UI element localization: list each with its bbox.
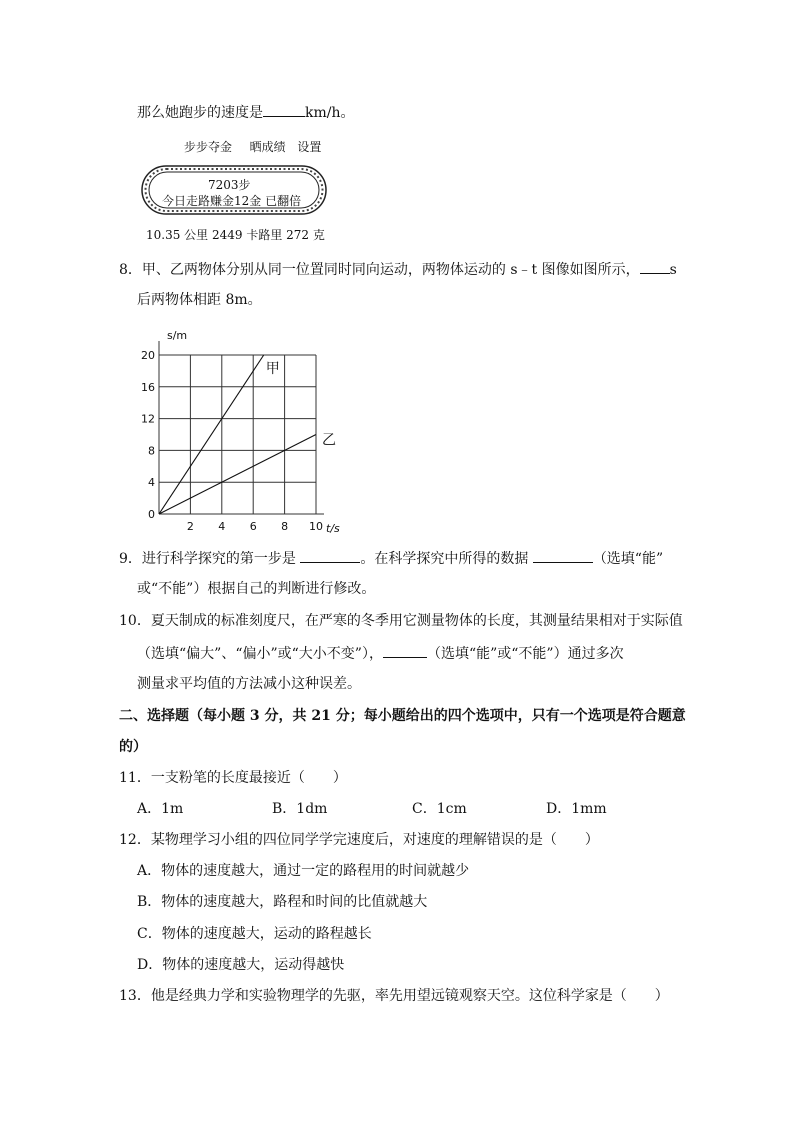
q12-option-b[interactable]: B．物体的速度越大，路程和时间的比值就越大 xyxy=(137,894,428,910)
q8-line2: 后两物体相距 8m。 xyxy=(137,292,262,308)
q9-blank-2[interactable] xyxy=(533,549,593,563)
app-steps: 7203步 xyxy=(208,178,251,192)
y-tick-label: 4 xyxy=(148,476,155,490)
q9-blank-1[interactable] xyxy=(300,549,360,563)
app-menu xyxy=(184,138,321,155)
x-tick-label: 4 xyxy=(218,520,226,533)
q12-option-d[interactable]: D．物体的速度越大，运动得越快 xyxy=(137,957,345,973)
q8-text: 8．甲、乙两物体分别从同一位置同时同向运动，两物体运动的 s﹣t 图像如图所示， xyxy=(119,262,640,278)
step-app-figure xyxy=(140,138,330,248)
y-tick-label: 0 xyxy=(148,508,155,521)
q8-unit: s xyxy=(669,262,677,278)
q10-text-b: （选填“能”或“不能”）通过多次 xyxy=(426,646,624,662)
section2-heading-line2: 的） xyxy=(119,739,147,755)
q9-line1 xyxy=(119,549,663,568)
q10-blank[interactable] xyxy=(383,644,427,658)
y-tick-label: 16 xyxy=(141,380,155,394)
x-tick-label: 6 xyxy=(249,520,257,533)
q13-stem: 13．他是经典力学和实验物理学的先驱，率先用望远镜观察天空。这位科学家是（ ） xyxy=(119,988,669,1004)
y-tick-label: 20 xyxy=(141,349,155,362)
x-tick-label: 10 xyxy=(309,520,323,533)
q10-line2 xyxy=(137,644,624,663)
q11-option-d[interactable]: D．1mm xyxy=(546,801,607,817)
q12-option-a[interactable]: A．物体的速度越大，通过一定的路程用的时间就越少 xyxy=(137,863,470,879)
series-line-jia xyxy=(159,355,264,514)
q8-line1 xyxy=(119,260,677,279)
q11-option-c[interactable]: C．1cm xyxy=(412,801,467,817)
st-chart xyxy=(130,320,360,540)
q11-option-b[interactable]: B．1dm xyxy=(272,801,328,817)
series-line-yi xyxy=(159,435,316,515)
q11-option-a[interactable]: A．1m xyxy=(137,801,184,817)
series-label-yi: 乙 xyxy=(322,432,336,449)
x-axis-label: t/s xyxy=(326,522,340,535)
q7-line xyxy=(137,103,355,122)
q7-unit: km/h。 xyxy=(305,105,355,121)
y-tick-label: 12 xyxy=(141,412,155,426)
q10-line3: 测量求平均值的方法减小这种误差。 xyxy=(137,676,361,692)
q12-option-c[interactable]: C．物体的速度越大，运动的路程越长 xyxy=(137,926,372,942)
q11-stem: 11．一支粉笔的长度最接近（ ） xyxy=(119,770,347,786)
app-earn: 今日走路赚金12金 已翻倍 xyxy=(162,194,302,208)
y-axis-label: s/m xyxy=(167,329,188,342)
x-tick-label: 2 xyxy=(186,520,194,533)
q12-stem: 12．某物理学习小组的四位同学学完速度后，对速度的理解错误的是（ ） xyxy=(119,832,599,848)
q9-text-a: 9．进行科学探究的第一步是 xyxy=(119,551,301,567)
series-label-jia: 甲 xyxy=(265,361,280,377)
section2-heading-line1: 二、选择题（每小题 3 分，共 21 分；每小题给出的四个选项中，只有一个选项是符合题意 xyxy=(119,708,686,724)
q10-text-a: （选填“偏大”、“偏小”或“大小不变”）， xyxy=(137,646,383,662)
q7-text: 那么她跑步的速度是 xyxy=(137,105,263,121)
q9-line2: 或“不能”）根据自己的判断进行修改。 xyxy=(137,581,376,597)
y-tick-label: 8 xyxy=(148,444,155,458)
q10-line1: 10．夏天制成的标准刻度尺，在严寒的冬季用它测量物体的长度，其测量结果相对于实际值 xyxy=(119,613,683,629)
q7-answer-blank[interactable] xyxy=(263,103,305,117)
app-stats: 10.35 公里 2449 卡路里 272 克 xyxy=(146,228,325,242)
q8-answer-blank[interactable] xyxy=(640,260,670,274)
app-menu-settings: 设置 xyxy=(297,140,322,154)
app-menu-share: 晒成绩 xyxy=(249,140,286,154)
q9-text-b: 。在科学探究中所得的数据 xyxy=(360,551,533,567)
q9-text-c: （选填“能” xyxy=(592,551,664,567)
x-tick-label: 8 xyxy=(281,520,289,533)
app-menu-step-gold: 步步夺金 xyxy=(184,140,233,154)
